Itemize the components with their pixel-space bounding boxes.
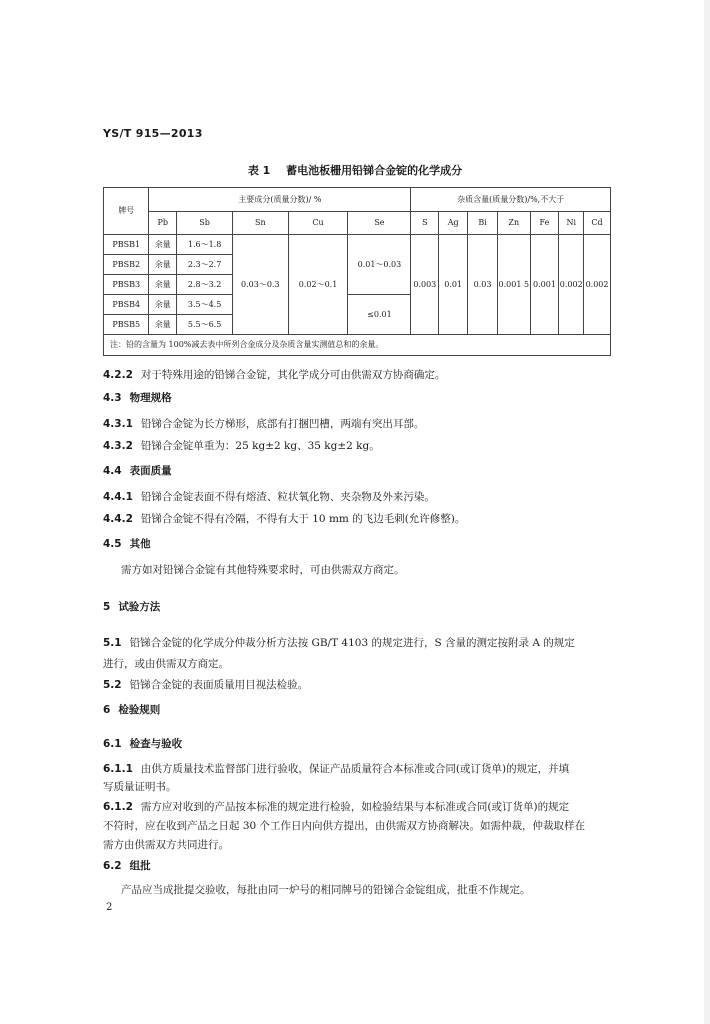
fe-cell: 0.001 <box>530 235 559 335</box>
pb-cell: 余量 <box>149 315 177 335</box>
table-title: 蓄电池板栅用铅锑合金锭的化学成分 <box>286 164 463 177</box>
sn-cell: 0.03～0.3 <box>232 235 288 335</box>
clause-5-2: 5.2 铅锑合金锭的表面质量用目视法检验。 <box>103 679 309 691</box>
pb-cell: 余量 <box>149 255 177 275</box>
heading-6-2: 6.2 组批 <box>103 860 151 872</box>
clause-4-2-2: 4.2.2 对于特殊用途的铅锑合金锭，其化学成分可由供需双方协商确定。 <box>103 369 446 381</box>
table-caption <box>0 162 710 178</box>
sb-cell: 3.5～4.5 <box>177 295 233 315</box>
se-cell-upper: 0.01～0.03 <box>348 235 411 295</box>
s-cell: 0.003 <box>411 235 439 335</box>
se-cell-lower: ≤0.01 <box>348 295 411 335</box>
heading-5: 5 试验方法 <box>103 601 161 613</box>
cd-cell: 0.002 <box>584 235 611 335</box>
table-row <box>104 235 611 255</box>
main-components-header: 主要成分(质量分数)/ % <box>149 188 411 212</box>
element-header-row <box>104 212 611 235</box>
page-number: 2 <box>106 902 113 913</box>
pb-cell: 余量 <box>149 275 177 295</box>
heading-6: 6 检验规则 <box>103 704 161 716</box>
sb-cell: 5.5～6.5 <box>177 315 233 335</box>
clause-4-3-1: 4.3.1 铅锑合金锭为长方梯形，底部有打捆凹槽，两端有突出耳部。 <box>103 418 425 430</box>
heading-4-5: 4.5 其他 <box>103 538 151 550</box>
clause-6-1-2-cont-2: 需方由供需双方共同进行。 <box>103 839 229 851</box>
element-header: S <box>411 212 439 235</box>
element-header: Sb <box>177 212 233 235</box>
table-note: 注：铅的含量为 100%减去表中所列合金成分及杂质含量实测值总和的余量。 <box>104 335 611 356</box>
sb-cell: 1.6～1.8 <box>177 235 233 255</box>
element-header: Zn <box>498 212 531 235</box>
brand-cell: PBSB5 <box>104 315 149 335</box>
brand-cell: PBSB3 <box>104 275 149 295</box>
element-header: Cd <box>584 212 611 235</box>
standard-code: YS/T 915—2013 <box>103 127 203 140</box>
ag-cell: 0.01 <box>439 235 468 335</box>
cu-cell: 0.02～0.1 <box>288 235 348 335</box>
heading-4-3: 4.3 物理规格 <box>103 392 172 404</box>
element-header: Cu <box>288 212 348 235</box>
table-header-row <box>104 188 611 212</box>
clause-6-1-1: 6.1.1 由供方质量技术监督部门进行验收，保证产品质量符合本标准或合同(或订货单)的规定，并填 <box>103 763 570 775</box>
impurity-header: 杂质含量(质量分数)/%,不大于 <box>411 188 611 212</box>
heading-4-4: 4.4 表面质量 <box>103 465 172 477</box>
clause-6-1-2: 6.1.2 需方应对收到的产品按本标准的规定进行检验，如检验结果与本标准或合同(或订货单)的规定 <box>103 801 570 813</box>
element-header: Pb <box>149 212 177 235</box>
pb-cell: 余量 <box>149 235 177 255</box>
sb-cell: 2.8～3.2 <box>177 275 233 295</box>
table-note-row <box>104 335 611 356</box>
clause-4-3-2: 4.3.2 铅锑合金锭单重为：25 kg±2 kg、35 kg±2 kg。 <box>103 440 380 452</box>
bi-cell: 0.03 <box>468 235 498 335</box>
element-header: Bi <box>468 212 498 235</box>
element-header: Fe <box>530 212 559 235</box>
element-header: Ag <box>439 212 468 235</box>
table-number: 表 1 <box>247 164 271 177</box>
heading-6-1: 6.1 检查与验收 <box>103 738 183 750</box>
element-header: Sn <box>232 212 288 235</box>
element-header: Se <box>348 212 411 235</box>
clause-4-4-2: 4.4.2 铅锑合金锭不得有冷隔，不得有大于 10 mm 的飞边毛刺(允许修整)。 <box>103 513 466 525</box>
ni-cell: 0.002 <box>559 235 584 335</box>
clause-4-5-text: 需方如对铅锑合金锭有其他特殊要求时，可由供需双方商定。 <box>121 564 405 576</box>
sb-cell: 2.3～2.7 <box>177 255 233 275</box>
pb-cell: 余量 <box>149 295 177 315</box>
zn-cell: 0.001 5 <box>498 235 531 335</box>
clause-6-1-1-cont: 写质量证明书。 <box>103 781 177 793</box>
chemical-composition-table <box>103 187 611 356</box>
clause-6-1-2-cont-1: 不符时，应在收到产品之日起 30 个工作日内向供方提出，由供需双方协商解决。如需仲裁，仲裁取样在 <box>103 820 586 832</box>
clause-4-4-1: 4.4.1 铅锑合金锭表面不得有熔渣、粒状氧化物、夹杂物及外来污染。 <box>103 491 435 503</box>
clause-5-1-cont: 进行，或由供需双方商定。 <box>103 658 229 670</box>
clause-5-1: 5.1 铅锑合金锭的化学成分仲裁分析方法按 GB/T 4103 的规定进行，S 含量的测定按附录 A 的规定 <box>103 637 575 649</box>
brand-header: 牌号 <box>104 188 149 235</box>
brand-cell: PBSB1 <box>104 235 149 255</box>
brand-cell: PBSB4 <box>104 295 149 315</box>
element-header: Ni <box>559 212 584 235</box>
clause-6-2-text: 产品应当成批提交验收，每批由同一炉号的相同牌号的铅锑合金锭组成，批重不作规定。 <box>121 884 531 896</box>
page-edge <box>704 0 710 1024</box>
brand-cell: PBSB2 <box>104 255 149 275</box>
